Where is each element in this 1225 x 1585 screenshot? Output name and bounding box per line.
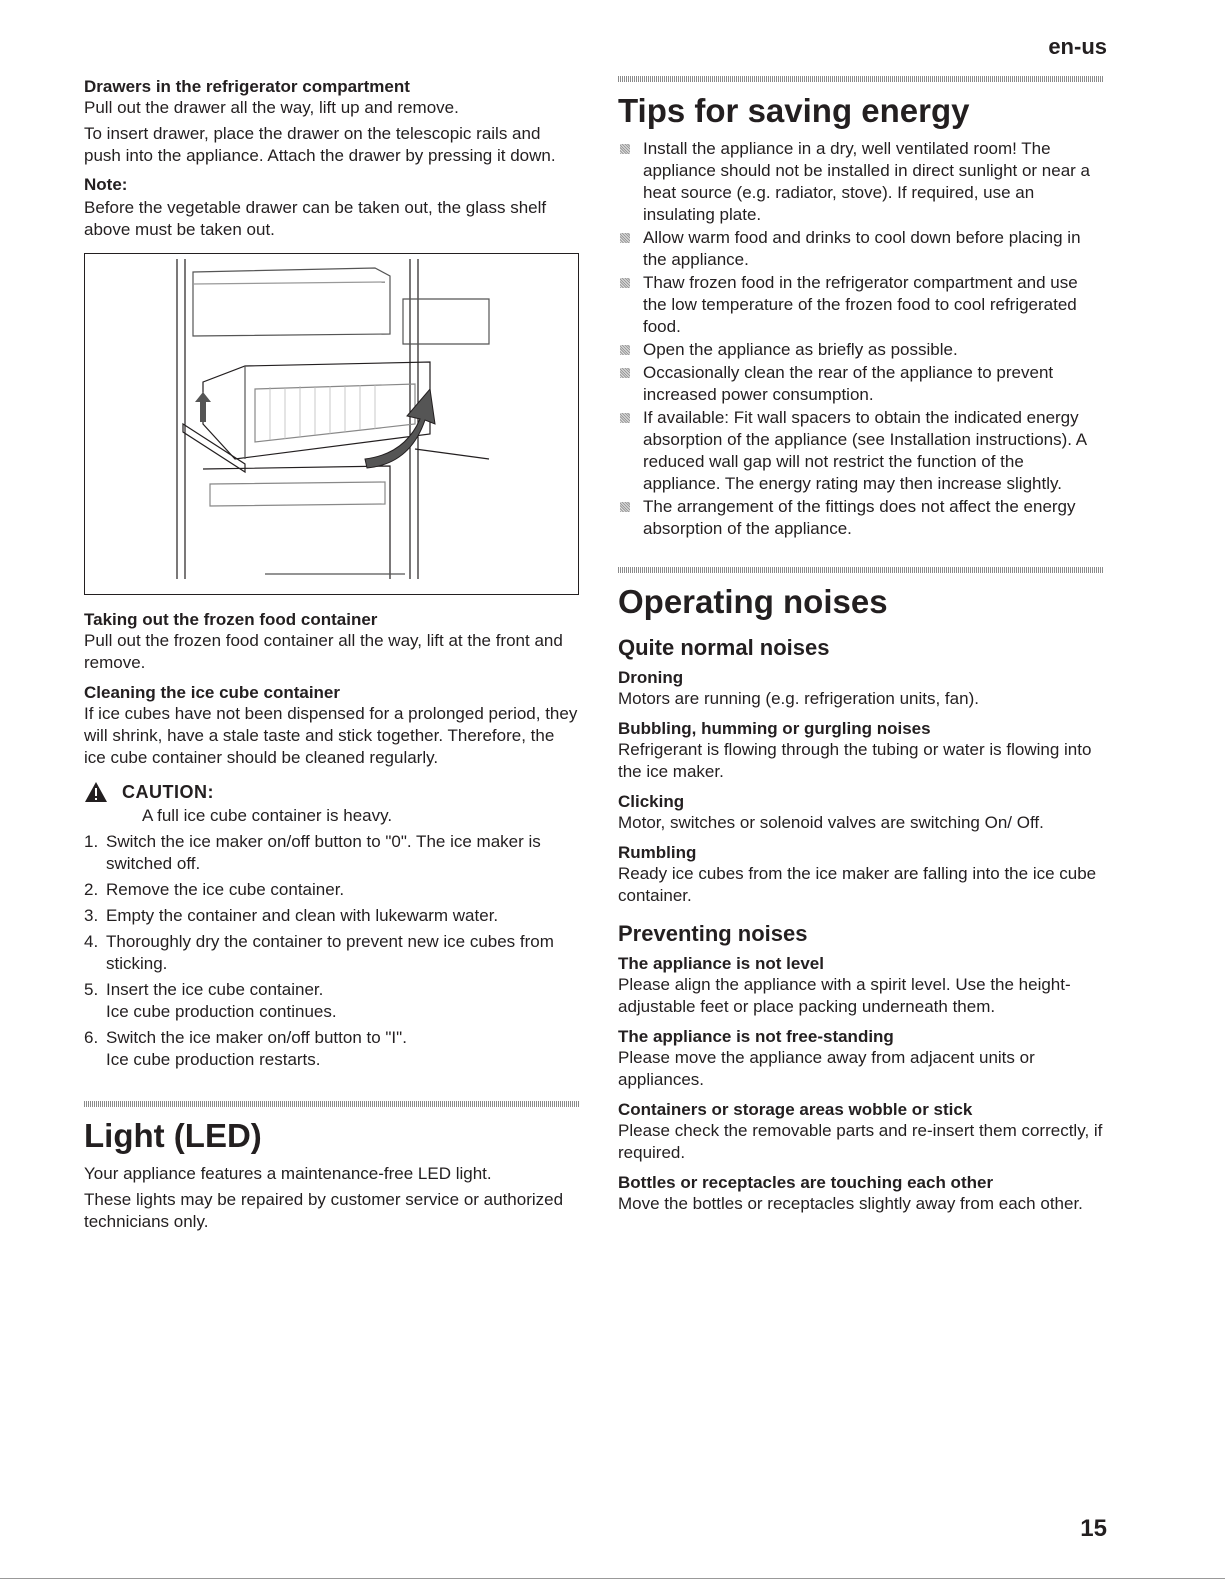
ice-cube-text: If ice cubes have not been dispensed for a prolonged period, they will shrink, have a stale taste and stick together. Therefore, the ice cube container should be cleaned regularly. [84, 704, 578, 767]
tip-item [618, 272, 1103, 338]
step-number: 3. [84, 906, 99, 925]
step-result: Ice cube production restarts. [106, 1050, 321, 1069]
noise-text: Move the bottles or receptacles slightly away from each other. [618, 1194, 1083, 1213]
tip-item [618, 407, 1103, 495]
frozen-container-text: Pull out the frozen food container all the way, lift at the front and remove. [84, 631, 563, 672]
caution-text: A full ice cube container is heavy. [142, 806, 393, 825]
step-number: 4. [84, 932, 99, 951]
note-heading: Note: [84, 175, 128, 194]
warning-triangle-icon [84, 781, 108, 803]
section-divider [618, 567, 1103, 573]
tip-text: Occasionally clean the rear of the appliance to prevent increased power consumption. [643, 363, 1054, 404]
step-text: Switch the ice maker on/off button to "I". [106, 1028, 407, 1047]
normal-noises-title: Quite normal noises [618, 635, 830, 660]
noise-heading: Droning [618, 668, 684, 687]
ice-cleaning-steps [84, 831, 579, 1071]
square-bullet-icon [620, 413, 630, 423]
drawer-removal-illustration [84, 253, 579, 595]
tip-text: If available: Fit wall spacers to obtain the indicated energy absorption of the appliance (see Installation instructions). A reduced wall gap will not restrict the function of the appliance. The energy rating may then increase slightly. [643, 408, 1087, 493]
language-code: en-us [1048, 34, 1107, 59]
step-content [106, 979, 579, 1023]
square-bullet-icon [620, 368, 630, 378]
noise-text: Motors are running (e.g. refrigeration units, fan). [618, 689, 979, 708]
drawers-text-remove: Pull out the drawer all the way, lift up and remove. [84, 98, 459, 117]
step-content [106, 1027, 579, 1071]
drawer-illustration-svg [85, 254, 578, 594]
energy-tips-list [618, 138, 1103, 540]
page-bottom-line [0, 1578, 1225, 1579]
left-column [84, 76, 579, 1237]
step-item [84, 979, 579, 1023]
step-text: Remove the ice cube container. [106, 880, 345, 899]
tips-section-title: Tips for saving energy [618, 92, 970, 129]
step-result: Ice cube production continues. [106, 1002, 337, 1021]
tip-text: Open the appliance as briefly as possible. [643, 340, 958, 359]
step-number: 5. [84, 980, 99, 999]
section-divider [84, 1101, 579, 1107]
tip-item [618, 138, 1103, 226]
square-bullet-icon [620, 278, 630, 288]
light-text-feature: Your appliance features a maintenance-free LED light. [84, 1164, 492, 1183]
noise-text: Please align the appliance with a spirit level. Use the height-adjustable feet or place packing underneath them. [618, 975, 1071, 1016]
tip-item [618, 362, 1103, 406]
noise-heading: Bottles or receptacles are touching each other [618, 1173, 994, 1192]
step-content [106, 879, 579, 901]
tip-text: The arrangement of the fittings does not affect the energy absorption of the appliance. [643, 497, 1076, 538]
tip-text: Allow warm food and drinks to cool down before placing in the appliance. [643, 228, 1081, 269]
step-item [84, 905, 579, 927]
note-text: Before the vegetable drawer can be taken out, the glass shelf above must be taken out. [84, 198, 547, 239]
noise-text: Ready ice cubes from the ice maker are falling into the ice cube container. [618, 864, 1097, 905]
step-text: Empty the container and clean with lukewarm water. [106, 906, 499, 925]
page-number: 15 [1080, 1515, 1107, 1542]
caution-title: CAUTION: [122, 781, 214, 802]
tip-text: Thaw frozen food in the refrigerator compartment and use the low temperature of the frozen food to cool refrigerated food. [643, 273, 1078, 336]
step-content [106, 905, 579, 927]
section-divider [618, 76, 1103, 82]
tip-item [618, 339, 1103, 361]
drawers-text-insert: To insert drawer, place the drawer on the telescopic rails and push into the appliance. Attach the drawer by pressing it down. [84, 124, 556, 165]
step-number: 2. [84, 880, 99, 899]
caution-notice [84, 781, 579, 803]
step-number: 1. [84, 832, 99, 851]
noise-heading: Rumbling [618, 843, 697, 862]
noise-heading: The appliance is not level [618, 954, 824, 973]
noise-text: Please move the appliance away from adjacent units or appliances. [618, 1048, 1035, 1089]
step-number: 6. [84, 1028, 99, 1047]
step-text: Thoroughly dry the container to prevent new ice cubes from sticking. [106, 932, 554, 973]
normal-noises-list [618, 667, 1103, 907]
light-text-repair: These lights may be repaired by customer service or authorized technicians only. [84, 1190, 564, 1231]
noise-text: Motor, switches or solenoid valves are switching On/ Off. [618, 813, 1044, 832]
noise-heading: Clicking [618, 792, 685, 811]
preventing-noises-list [618, 953, 1103, 1215]
step-item [84, 1027, 579, 1071]
noise-text: Please check the removable parts and re-insert them correctly, if required. [618, 1121, 1103, 1162]
preventing-noises-title: Preventing noises [618, 921, 808, 946]
tip-item [618, 496, 1103, 540]
square-bullet-icon [620, 233, 630, 243]
step-text: Switch the ice maker on/off button to "0". The ice maker is switched off. [106, 832, 541, 873]
tip-text: Install the appliance in a dry, well ventilated room! The appliance should not be installed in direct sunlight or near a heat source (e.g. radiator, stove). If required, use an insulating plate. [643, 139, 1091, 224]
noise-text: Refrigerant is flowing through the tubing or water is flowing into the ice maker. [618, 740, 1092, 781]
step-content [106, 831, 579, 875]
step-content [106, 931, 579, 975]
step-item [84, 931, 579, 975]
noise-heading: Containers or storage areas wobble or stick [618, 1100, 973, 1119]
ice-cube-heading: Cleaning the ice cube container [84, 683, 341, 702]
square-bullet-icon [620, 502, 630, 512]
frozen-container-heading: Taking out the frozen food container [84, 610, 378, 629]
step-item [84, 879, 579, 901]
tip-item [618, 227, 1103, 271]
step-text: Insert the ice cube container. [106, 980, 324, 999]
light-section-title: Light (LED) [84, 1117, 262, 1154]
right-column [618, 76, 1103, 1219]
noise-heading: Bubbling, humming or gurgling noises [618, 719, 931, 738]
noise-heading: The appliance is not free-standing [618, 1027, 894, 1046]
step-item [84, 831, 579, 875]
square-bullet-icon [620, 144, 630, 154]
noises-section-title: Operating noises [618, 583, 888, 620]
square-bullet-icon [620, 345, 630, 355]
drawers-heading: Drawers in the refrigerator compartment [84, 77, 410, 96]
